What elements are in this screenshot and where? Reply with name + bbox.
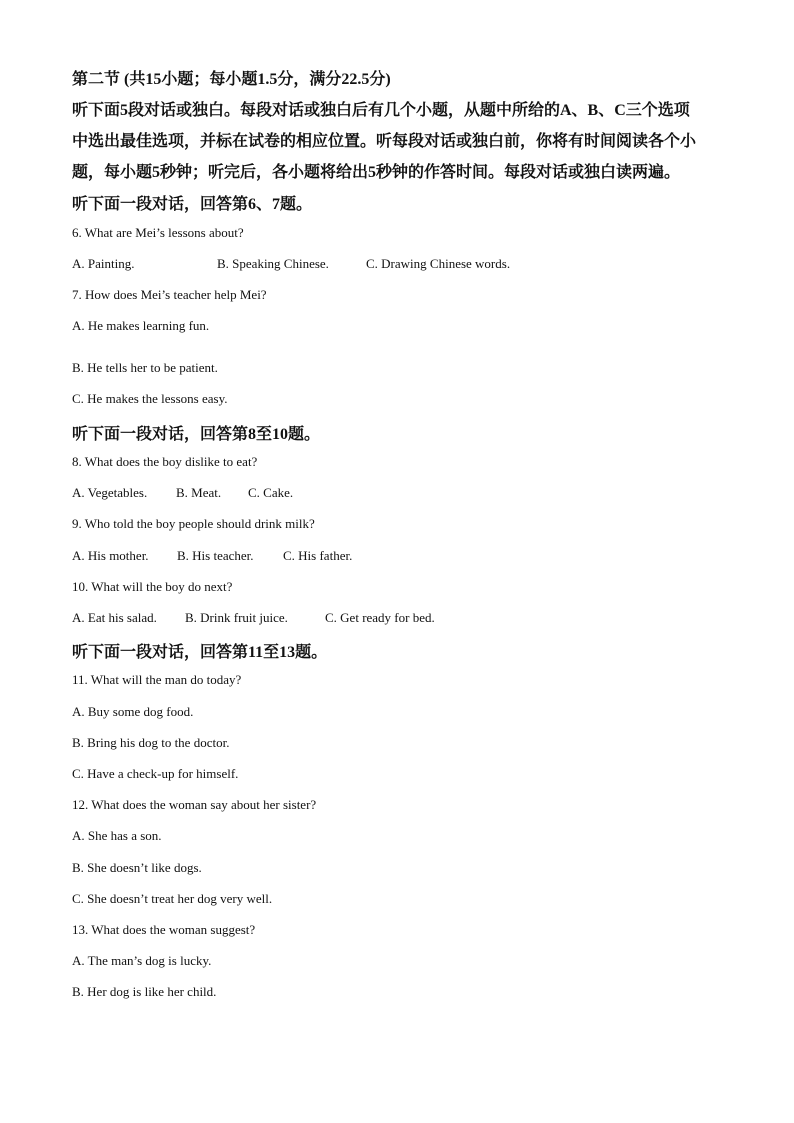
instructions-line-1: 听下面5段对话或独白。每段对话或独白后有几个小题，从题中所给的A、B、C三个选项 [72, 102, 690, 119]
q9-option-b: B. His teacher. [177, 548, 254, 563]
q10-option-b: B. Drink fruit juice. [185, 610, 288, 625]
q8-option-a: A. Vegetables. [72, 485, 148, 500]
question-9: 9. Who told the boy people should drink milk? [72, 516, 315, 531]
q8-option-c: C. Cake. [248, 485, 294, 500]
question-11: 11. What will the man do today? [72, 672, 242, 687]
q7-option-a: A. He makes learning fun. [72, 318, 210, 333]
group-heading-2: 听下面一段对话，回答第8至10题。 [72, 426, 321, 443]
q7-option-c: C. He makes the lessons easy. [72, 391, 228, 406]
q11-option-b: B. Bring his dog to the doctor. [72, 735, 230, 750]
group-heading-3: 听下面一段对话，回答第11至13题。 [72, 644, 328, 661]
q9-option-c: C. His father. [283, 548, 353, 563]
question-8: 8. What does the boy dislike to eat? [72, 454, 258, 469]
q6-option-b: B. Speaking Chinese. [217, 256, 329, 271]
q10-option-a: A. Eat his salad. [72, 610, 157, 625]
question-7: 7. How does Mei’s teacher help Mei? [72, 287, 267, 302]
q13-option-b: B. Her dog is like her child. [72, 984, 217, 999]
question-9-options [72, 548, 352, 564]
question-13: 13. What does the woman suggest? [72, 922, 256, 937]
instructions-line-2: 中选出最佳选项，并标在试卷的相应位置。听每段对话或独白前，你将有时间阅读各个小 [72, 133, 697, 150]
q7-option-b: B. He tells her to be patient. [72, 360, 218, 375]
q11-option-a: A. Buy some dog food. [72, 704, 194, 719]
q13-option-a: A. The man’s dog is lucky. [72, 953, 212, 968]
q10-option-c: C. Get ready for bed. [325, 610, 435, 625]
question-6: 6. What are Mei’s lessons about? [72, 225, 244, 240]
q12-option-a: A. She has a son. [72, 828, 162, 843]
q8-option-b: B. Meat. [176, 485, 222, 500]
q9-option-a: A. His mother. [72, 548, 149, 563]
question-12: 12. What does the woman say about her sister? [72, 797, 317, 812]
question-10-options [72, 610, 435, 626]
question-10: 10. What will the boy do next? [72, 579, 233, 594]
question-6-options [72, 256, 510, 272]
q12-option-c: C. She doesn’t treat her dog very well. [72, 891, 273, 906]
question-8-options [72, 485, 293, 501]
q6-option-c: C. Drawing Chinese words. [366, 256, 511, 271]
q6-option-a: A. Painting. [72, 256, 135, 271]
instructions-line-3: 题，每小题5秒钟；听完后，各小题将给出5秒钟的作答时间。每段对话或独白读两遍。 [72, 164, 681, 181]
group-heading-1: 听下面一段对话，回答第6、7题。 [72, 196, 313, 213]
section-title: 第二节 (共15小题；每小题1.5分，满分22.5分) [72, 71, 391, 88]
q12-option-b: B. She doesn’t like dogs. [72, 860, 202, 875]
q11-option-c: C. Have a check-up for himself. [72, 766, 239, 781]
